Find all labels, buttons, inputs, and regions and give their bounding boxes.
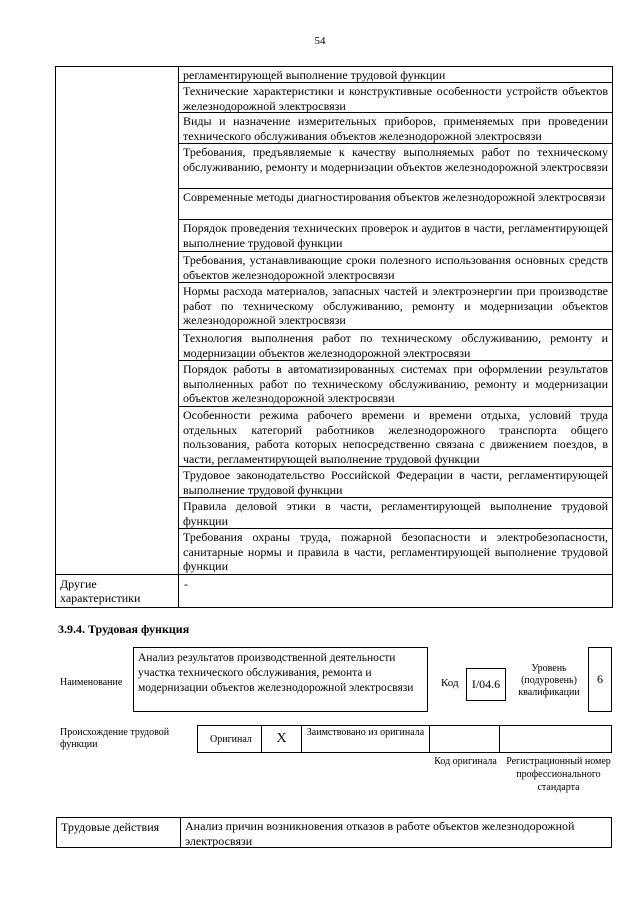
- section-heading: 3.9.4. Трудовая функция: [58, 622, 190, 636]
- code-value: I/04.6: [466, 668, 506, 701]
- knowledge-row: Технология выполнения работ по техническому обслуживанию, ремонту и модернизации объектов железнодорожной электросвязи: [179, 330, 612, 361]
- knowledge-row: Порядок проведения технических проверок и аудитов в части, регламентирующей выполнение трудовой функции: [179, 220, 612, 252]
- other-characteristics-label: Другие характеристики: [60, 577, 141, 605]
- knowledge-row: Виды и назначение измерительных приборов, применяемых при проведении технического обслуживания объектов железнодорожной электросвязи: [179, 113, 612, 144]
- knowledge-row: Трудовое законодательство Российской Федерации в части, регламентирующей выполнение трудовой функции: [179, 467, 612, 498]
- origin-code-cell: [430, 726, 500, 752]
- required-knowledge-table: [55, 66, 613, 608]
- knowledge-row: Технические характеристики и конструктивные особенности устройств объектов железнодорожной электросвязи: [179, 83, 612, 113]
- page-number: 54: [314, 35, 326, 47]
- function-name-value: Анализ результатов производственной деятельности участка технического обслуживания, ремонта и модернизации объектов железнодорожной электросвязи: [133, 647, 428, 712]
- origin-label: Происхождение трудовой функции: [60, 727, 170, 750]
- knowledge-row: регламентирующей выполнение трудовой функции: [179, 67, 612, 83]
- origin-code-label: Код оригинала: [434, 756, 497, 767]
- knowledge-row: Требования, предъявляемые к качеству выполняемых работ по техническому обслуживанию, ремонту и модернизации объектов железнодорожной электросвязи: [179, 144, 612, 189]
- labor-actions-table: [56, 817, 612, 848]
- origin-table: [197, 725, 612, 753]
- level-value: 6: [588, 647, 612, 712]
- original-mark: X: [262, 726, 302, 752]
- name-label: Наименование: [60, 677, 123, 688]
- knowledge-row: Особенности режима рабочего времени и времени отдыха, условий труда отдельных категорий работников железнодорожного транспорта общего пользования, работа которых непосредственно связана с движением поездов, в части, регламентирующей выполнение трудовой функции: [179, 407, 612, 467]
- reg-number-cell: [500, 726, 613, 752]
- knowledge-row: Нормы расхода материалов, запасных частей и электроэнергии при производстве работ по техническому обслуживанию, ремонту и модернизации объектов железнодорожной электросвязи: [179, 283, 612, 330]
- knowledge-row: Порядок работы в автоматизированных системах при оформлении результатов выполненных работ по техническому обслуживанию, ремонту и модернизации объектов железнодорожной электросвязи: [179, 361, 612, 407]
- labor-actions-label: Трудовые действия: [57, 818, 181, 847]
- borrowed-label: Заимствовано из оригинала: [302, 726, 430, 752]
- knowledge-row: Современные методы диагностирования объектов железнодорожной электросвязи: [179, 189, 612, 220]
- original-label: Оригинал: [198, 726, 262, 752]
- code-label: Код: [441, 677, 459, 689]
- labor-actions-value: Анализ причин возникновения отказов в работе объектов железнодорожной электросвязи: [185, 819, 575, 848]
- table-label-column: [56, 67, 179, 607]
- knowledge-row: Требования охраны труда, пожарной безопасности и электробезопасности, санитарные нормы и правила в части, регламентирующей выполнение трудовой функции: [183, 530, 608, 573]
- knowledge-row: Правила деловой этики в части, регламентирующей выполнение трудовой функции: [179, 498, 612, 529]
- other-characteristics-row: [56, 574, 612, 608]
- other-characteristics-value: -: [184, 577, 188, 591]
- reg-number-label: Регистрационный номер профессионального стандарта: [506, 756, 611, 793]
- knowledge-row: Требования, устанавливающие сроки полезного использования основных средств объектов железнодорожной электросвязи: [179, 252, 612, 283]
- level-label: Уровень (подуровень) квалификации: [518, 663, 580, 698]
